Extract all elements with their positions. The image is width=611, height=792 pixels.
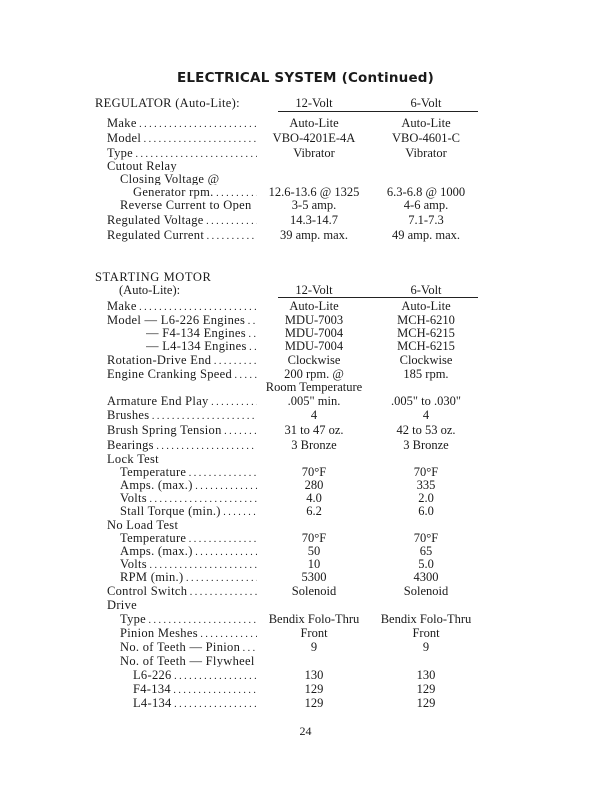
starting-motor-row-label: Rotation-Drive End . . . xyxy=(107,354,257,368)
starting-motor-row-label: Temperature . . . xyxy=(120,532,257,546)
regulator-row-value-12-volt: 39 amp. max. xyxy=(279,228,349,242)
starting-motor-row-value-6-volt: 4300 xyxy=(413,570,439,584)
starting-motor-row-value-12-volt: 200 rpm. @ xyxy=(284,367,344,381)
starting-motor-row-label: Stall Torque (min.) . . . xyxy=(120,505,257,519)
starting-motor-row-label: Drive xyxy=(107,599,137,611)
starting-motor-row-value-12-volt: Room Temperature xyxy=(265,380,363,394)
starting-motor-row-label: — L4-134 Engines . . . xyxy=(146,340,257,354)
regulator-row-value-6-volt: 4-6 amp. xyxy=(403,198,449,212)
starting-motor-header-rule xyxy=(278,297,478,298)
starting-motor-row-value-6-volt: .005" to .030" xyxy=(391,394,461,408)
starting-motor-row-value-12-volt: Auto-Lite xyxy=(289,299,339,313)
starting-motor-row-label: Brushes . . . xyxy=(107,409,257,423)
starting-motor-row-value-6-volt: 9 xyxy=(422,640,430,654)
regulator-row-label: Make . . . xyxy=(107,117,257,131)
starting-motor-row-value-6-volt: Front xyxy=(412,626,440,640)
starting-motor-row-label: Lock Test xyxy=(107,453,159,465)
starting-motor-row-label: Volts . . . xyxy=(120,558,257,572)
starting-motor-row-value-12-volt: 50 xyxy=(307,544,321,558)
starting-motor-row-value-12-volt: 70°F xyxy=(301,465,327,479)
starting-motor-row-label: F4-134 . . . xyxy=(133,683,257,697)
starting-motor-row-value-6-volt: 3 Bronze xyxy=(403,438,449,452)
starting-motor-row-value-12-volt: 129 xyxy=(304,682,324,696)
starting-motor-row-label: No. of Teeth — Flywheel xyxy=(120,655,255,667)
regulator-header-rule xyxy=(278,111,478,112)
starting-motor-row-value-6-volt: 70°F xyxy=(413,465,439,479)
regulator-row-label: Model . . . xyxy=(107,132,257,146)
starting-motor-row-label: L6-226 . . . xyxy=(133,669,257,683)
starting-motor-row-value-12-volt: 280 xyxy=(304,478,324,492)
starting-motor-row-value-12-volt: 31 to 47 oz. xyxy=(284,423,344,437)
starting-motor-row-value-12-volt: 5300 xyxy=(301,570,327,584)
starting-motor-row-value-12-volt: Front xyxy=(300,626,328,640)
starting-motor-row-label: — F4-134 Engines . . . xyxy=(146,327,257,341)
starting-motor-row-value-12-volt: 4.0 xyxy=(306,491,322,505)
regulator-row-value-6-volt: VBO-4601-C xyxy=(391,131,461,145)
regulator-row-value-12-volt: 14.3-14.7 xyxy=(290,213,338,227)
starting-motor-col-6-volt: 6-Volt xyxy=(410,283,442,297)
regulator-row-value-6-volt: Vibrator xyxy=(405,146,447,160)
starting-motor-row-value-12-volt: .005" min. xyxy=(287,394,341,408)
regulator-row-label: Reverse Current to Open xyxy=(120,199,252,211)
regulator-col-12-volt: 12-Volt xyxy=(295,96,333,110)
starting-motor-row-value-12-volt: 130 xyxy=(304,668,324,682)
regulator-row-label: Regulated Voltage . . . xyxy=(107,214,257,228)
starting-motor-row-value-12-volt: 129 xyxy=(304,696,324,710)
starting-motor-row-value-6-volt: Solenoid xyxy=(403,584,449,598)
starting-motor-row-value-6-volt: Auto-Lite xyxy=(401,299,451,313)
regulator-row-value-12-volt: Auto-Lite xyxy=(289,116,339,130)
starting-motor-row-label: No. of Teeth — Pinion . . . xyxy=(120,641,257,655)
starting-motor-row-value-6-volt: 129 xyxy=(416,696,436,710)
starting-motor-row-label: Temperature . . . xyxy=(120,466,257,480)
starting-motor-row-value-6-volt: 42 to 53 oz. xyxy=(396,423,456,437)
starting-motor-row-value-6-volt: 129 xyxy=(416,682,436,696)
regulator-row-label: Regulated Current . . . xyxy=(107,229,257,243)
regulator-row-value-6-volt: 7.1-7.3 xyxy=(408,213,444,227)
regulator-row-value-6-volt: 49 amp. max. xyxy=(391,228,461,242)
regulator-heading: REGULATOR (Auto-Lite): xyxy=(95,96,240,110)
starting-motor-row-value-12-volt: 70°F xyxy=(301,531,327,545)
starting-motor-row-label: Pinion Meshes . . . xyxy=(120,627,257,641)
starting-motor-row-label: Make . . . xyxy=(107,300,257,314)
starting-motor-row-value-6-volt: 70°F xyxy=(413,531,439,545)
starting-motor-row-value-6-volt: 185 rpm. xyxy=(403,367,449,381)
starting-motor-row-value-6-volt: Bendix Folo-Thru xyxy=(380,612,472,626)
starting-motor-row-value-12-volt: MDU-7003 xyxy=(284,313,344,327)
page-number: 24 xyxy=(299,724,312,738)
starting-motor-row-label: RPM (min.) . . . xyxy=(120,571,257,585)
starting-motor-row-label: Engine Cranking Speed . . . xyxy=(107,368,257,382)
starting-motor-row-value-6-volt: 130 xyxy=(416,668,436,682)
starting-motor-row-value-12-volt: 9 xyxy=(310,640,318,654)
starting-motor-row-value-12-volt: MDU-7004 xyxy=(284,339,344,353)
starting-motor-row-label: Volts . . . xyxy=(120,492,257,506)
starting-motor-row-value-12-volt: MDU-7004 xyxy=(284,326,344,340)
regulator-row-value-12-volt: 3-5 amp. xyxy=(291,198,337,212)
regulator-row-value-6-volt: 6.3-6.8 @ 1000 xyxy=(386,185,466,199)
starting-motor-row-label: Brush Spring Tension . . . xyxy=(107,424,257,438)
regulator-row-value-6-volt: Auto-Lite xyxy=(401,116,451,130)
starting-motor-row-value-6-volt: Clockwise xyxy=(399,353,453,367)
starting-motor-row-value-6-volt: 65 xyxy=(419,544,433,558)
regulator-row-value-12-volt: 12.6-13.6 @ 1325 xyxy=(268,185,360,199)
starting-motor-row-label: Amps. (max.) . . . xyxy=(120,479,257,493)
starting-motor-heading: STARTING MOTOR xyxy=(95,270,212,284)
starting-motor-row-label: Control Switch . . . xyxy=(107,585,257,599)
regulator-row-label: Closing Voltage @ xyxy=(120,173,220,185)
regulator-row-value-12-volt: VBO-4201E-4A xyxy=(272,131,356,145)
starting-motor-col-12-volt: 12-Volt xyxy=(295,283,333,297)
starting-motor-row-label: L4-134 . . . xyxy=(133,697,257,711)
starting-motor-row-value-6-volt: 2.0 xyxy=(418,491,434,505)
starting-motor-row-value-6-volt: MCH-6215 xyxy=(397,326,455,340)
starting-motor-row-value-12-volt: 3 Bronze xyxy=(291,438,337,452)
starting-motor-row-label: No Load Test xyxy=(107,519,179,531)
regulator-row-label: Generator rpm. . . . xyxy=(133,186,257,200)
starting-motor-row-value-12-volt: 10 xyxy=(307,557,321,571)
regulator-row-label: Cutout Relay xyxy=(107,160,177,172)
regulator-col-6-volt: 6-Volt xyxy=(410,96,442,110)
starting-motor-row-value-12-volt: 6.2 xyxy=(306,504,322,518)
page-title: ELECTRICAL SYSTEM (Continued) xyxy=(176,70,435,86)
starting-motor-row-value-6-volt: 6.0 xyxy=(418,504,434,518)
starting-motor-subheading: (Auto-Lite): xyxy=(119,283,181,297)
starting-motor-row-label: Model — L6-226 Engines . . . xyxy=(107,314,257,328)
regulator-row-label: Type . . . xyxy=(107,147,257,161)
starting-motor-row-value-6-volt: 335 xyxy=(416,478,436,492)
starting-motor-row-value-12-volt: Bendix Folo-Thru xyxy=(268,612,360,626)
regulator-row-value-12-volt: Vibrator xyxy=(293,146,335,160)
starting-motor-row-value-12-volt: 4 xyxy=(310,408,318,422)
starting-motor-row-value-6-volt: 5.0 xyxy=(418,557,434,571)
starting-motor-row-value-6-volt: 4 xyxy=(422,408,430,422)
starting-motor-row-label: Amps. (max.) . . . xyxy=(120,545,257,559)
starting-motor-row-label: Armature End Play . . . xyxy=(107,395,257,409)
starting-motor-row-value-12-volt: Clockwise xyxy=(287,353,341,367)
starting-motor-row-value-6-volt: MCH-6215 xyxy=(397,339,455,353)
starting-motor-row-value-12-volt: Solenoid xyxy=(291,584,337,598)
starting-motor-row-value-6-volt: MCH-6210 xyxy=(397,313,455,327)
starting-motor-row-label: Bearings . . . xyxy=(107,439,257,453)
starting-motor-row-label: Type . . . xyxy=(120,613,257,627)
